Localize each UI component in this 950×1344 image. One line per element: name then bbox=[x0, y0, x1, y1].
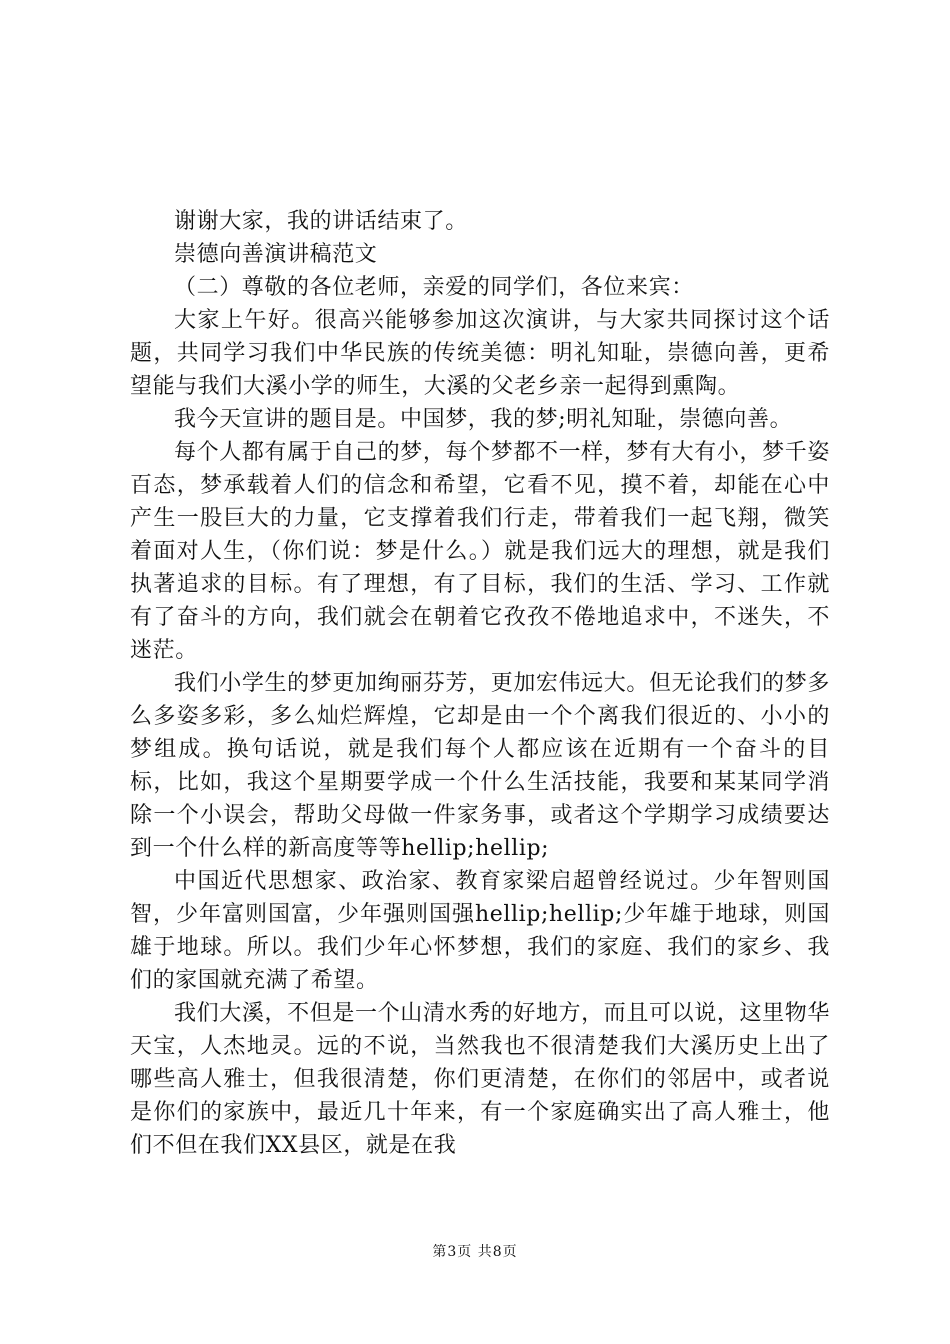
paragraph-daxi: 我们大溪，不但是一个山清水秀的好地方，而且可以说，这里物华天宝，人杰地灵。远的不说，当然我也不很清楚我们大溪历史上出了哪些高人雅士，但我很清楚，你们更清楚，在你们的邻居中，或者说是你们的家族中，最近几十年来，有一个家庭确实出了高人雅士，他们不但在我们XX县区，就是在我 bbox=[130, 1001, 830, 1158]
paragraph-intro: 大家上午好。很高兴能够参加这次演讲，与大家共同探讨这个话题，共同学习我们中华民族的传统美德：明礼知耻，崇德向善，更希望能与我们大溪小学的师生，大溪的父老乡亲一起得到熏陶。 bbox=[130, 308, 830, 399]
paragraph-dream: 每个人都有属于自己的梦，每个梦都不一样，梦有大有小，梦千姿百态，梦承载着人们的信念和希望，它看不见，摸不着，却能在心中产生一股巨大的力量，它支撑着我们行走，带着我们一起飞翔，微笑着面对人生，（你们说：梦是什么。）就是我们远大的理想，就是我们执著追求的目标。有了理想，有了目标，我们的生活、学习、工作就有了奋斗的方向，我们就会在朝着它孜孜不倦地追求中，不迷失，不迷茫。 bbox=[130, 440, 830, 663]
page-number: 第3页 共8页 bbox=[432, 1244, 518, 1260]
document-body bbox=[130, 205, 830, 1162]
paragraph-greeting: （二）尊敬的各位老师，亲爱的同学们，各位来宾： bbox=[174, 275, 694, 300]
paragraph-topic: 我今天宣讲的题目是。中国梦，我的梦;明礼知耻，崇德向善。 bbox=[174, 407, 793, 432]
paragraph-title: 崇德向善演讲稿范文 bbox=[174, 242, 378, 267]
paragraph-students: 我们小学生的梦更加绚丽芬芳，更加宏伟远大。但无论我们的梦多么多姿多彩，多么灿烂辉煌，它却是由一个个离我们很近的、小小的梦组成。换句话说，就是我们每个人都应该在近期有一个奋斗的目标，比如，我这个星期要学成一个什么生活技能，我要和某某同学消除一个小误会，帮助父母做一件家务事，或者这个学期学习成绩要达到一个什么样的新高度等等hellip;hellip; bbox=[130, 671, 830, 861]
paragraph-liang-qichao: 中国近代思想家、政治家、教育家梁启超曾经说过。少年智则国智，少年富则国富，少年强则国强hellip;hellip;少年雄于地球，则国雄于地球。所以。我们少年心怀梦想，我们的家庭、我们的家乡、我们的家国就充满了希望。 bbox=[130, 869, 830, 993]
paragraph-closing: 谢谢大家，我的讲话结束了。 bbox=[174, 209, 468, 234]
